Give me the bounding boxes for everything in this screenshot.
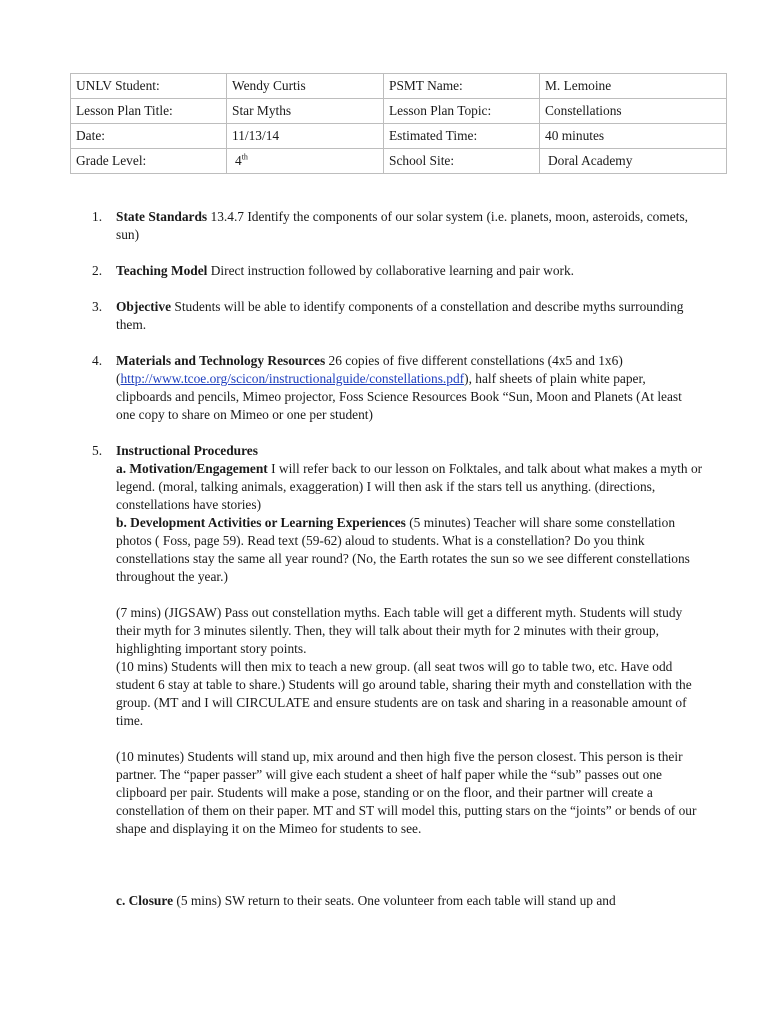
table-cell: PSMT Name:: [384, 74, 540, 99]
table-row: [71, 74, 727, 99]
section-text: 13.4.7 Identify the components of our solar system (i.e. planets, moon, asteroids, comets, sun): [116, 209, 689, 242]
section-text: (5 minutes) Teacher will share some constellation photos ( Foss, page 59). Read text (59-62) aloud to students. What is a constellation? Do you think constellations stay the same all year round? (No, the Earth rotates the sun so we see different constellations throughout the year.): [116, 515, 690, 584]
section-text: I will refer back to our lesson on Folktales, and talk about what makes a myth or legend. (moral, talking animals, exaggeration) I will then ask if the stars tell us anything. (directions, constellations have stories): [116, 461, 703, 512]
table-cell: Lesson Plan Title:: [71, 99, 227, 124]
table-cell: UNLV Student:: [71, 74, 227, 99]
table-cell: Estimated Time:: [384, 124, 540, 149]
list-item-teaching-model: [92, 262, 704, 280]
table-cell: Grade Level:: [71, 149, 227, 174]
development-paragraph: [116, 514, 704, 586]
section-text: 26 copies of five different constellations (4x5 and 1x6) (: [116, 353, 623, 386]
subsection-heading: b. Development Activities or Learning Experiences: [116, 515, 406, 530]
grade-value: 4: [235, 153, 242, 168]
list-item-procedures: [92, 442, 704, 910]
motivation-paragraph: [116, 460, 704, 514]
section-heading: Instructional Procedures: [116, 443, 258, 458]
subsection-heading: c. Closure: [116, 893, 174, 908]
table-cell: School Site:: [384, 149, 540, 174]
list-number: 3.: [92, 299, 103, 314]
lesson-info-table: [70, 73, 727, 174]
section-heading: State Standards: [116, 209, 208, 224]
table-row: [71, 124, 727, 149]
table-row: [71, 99, 727, 124]
list-item-objective: [92, 298, 704, 334]
list-item-materials: [92, 352, 704, 424]
table-row: [71, 149, 727, 174]
constellations-pdf-link[interactable]: http://www.tcoe.org/scicon/instructionalguide/constellations.pdf: [120, 371, 465, 386]
table-cell: 40 minutes: [540, 124, 727, 149]
list-number: 2.: [92, 263, 103, 278]
section-heading: Teaching Model: [116, 263, 208, 278]
table-cell: 11/13/14: [227, 124, 384, 149]
table-cell: Constellations: [540, 99, 727, 124]
table-cell: Doral Academy: [540, 149, 727, 174]
lesson-body: [92, 208, 704, 910]
list-item-state-standards: [92, 208, 704, 244]
section-heading: Objective: [116, 299, 172, 314]
section-heading: Materials and Technology Resources: [116, 353, 326, 368]
table-cell: Star Myths: [227, 99, 384, 124]
list-number: 4.: [92, 353, 103, 368]
table-cell: M. Lemoine: [540, 74, 727, 99]
table-cell: Lesson Plan Topic:: [384, 99, 540, 124]
partner-paragraph: (10 minutes) Students will stand up, mix around and then high five the person closest. This person is their partner. The “paper passer” will give each student a sheet of half paper while the “sub” passes out one clipboard per pair. Students will make a pose, standing or on the floor, and their partner will create a constellation of them on their paper. MT and ST will model this, putting stars on the “joints” or bends of our shape and displaying it on the Mimeo for students to see.: [116, 749, 697, 836]
list-number: 5.: [92, 443, 103, 458]
table-cell: [227, 149, 384, 174]
section-text: ), half sheets of plain white paper, clipboards and pencils, Mimeo projector, Foss Science Resources Book “Sun, Moon and Planets (At least one copy to share on Mimeo or one per student): [116, 371, 682, 422]
table-cell: Wendy Curtis: [227, 74, 384, 99]
table-cell: Date:: [71, 124, 227, 149]
list-number: 1.: [92, 209, 103, 224]
closure-paragraph: [116, 892, 704, 910]
jigsaw-paragraph: (7 mins) (JIGSAW) Pass out constellation myths. Each table will get a different myth. Students will study their myth for 3 minutes silently. Then, they will talk about their myth for 2 minutes with their group, highlighting important story points.: [116, 605, 683, 656]
section-text: Direct instruction followed by collaborative learning and pair work.: [207, 263, 575, 278]
section-text: Students will be able to identify components of a constellation and describe myths surrounding them.: [116, 299, 684, 332]
section-text: (5 mins) SW return to their seats. One volunteer from each table will stand up and: [173, 893, 616, 908]
mix-paragraph: (10 mins) Students will then mix to teach a new group. (all seat twos will go to table two, etc. Have odd student 6 stay at table to share.) Students will go around table, sharing their myth and constellation with the group. (MT and I will CIRCULATE and ensure students are on task and sharing in a reasonable amount of time.: [116, 659, 692, 728]
grade-superscript: th: [241, 152, 248, 162]
subsection-heading: a. Motivation/Engagement: [116, 461, 268, 476]
